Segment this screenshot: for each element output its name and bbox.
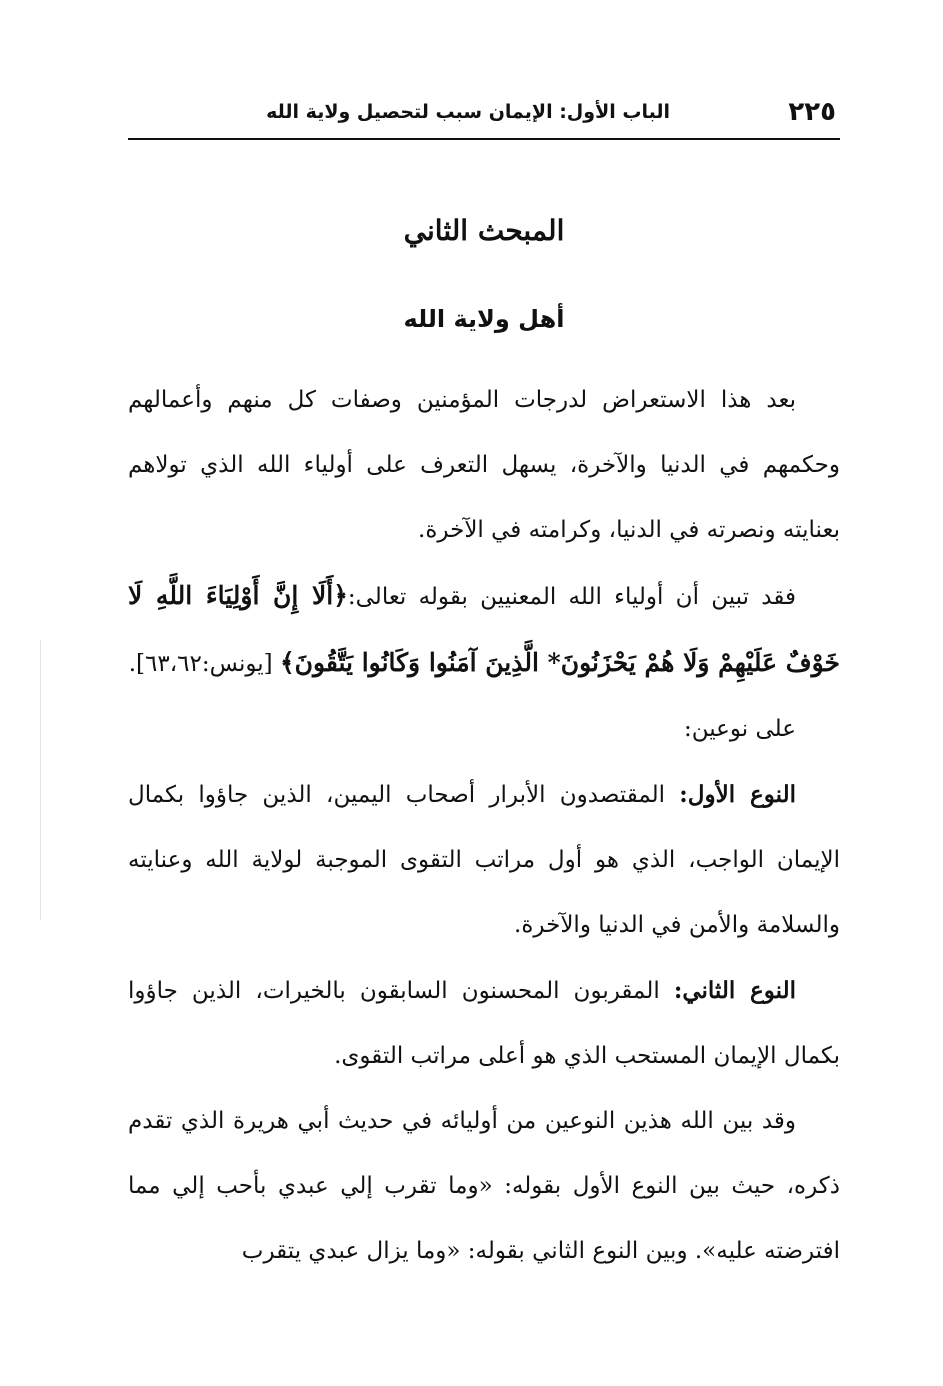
- quran-verse: ﴿أَلَا إِنَّ أَوْلِيَاءَ اللَّهِ لَا خَوْفٌ عَلَيْهِمْ وَلَا هُمْ يَحْزَنُونَ* الَّذِينَ آمَنُوا وَكَانُوا يَتَّقُونَ﴾: [128, 581, 840, 677]
- running-title: الباب الأول: الإيمان سبب لتحصيل ولاية الله: [266, 101, 670, 123]
- type-one-text: المقتصدون الأبرار أصحاب اليمين، الذين جاؤوا بكمال الإيمان الواجب، الذي هو أول مراتب التقوى الموجبة لولاية الله وعنايته والسلامة والأمن في الدنيا والآخرة.: [128, 782, 840, 938]
- paragraph-type-one: [128, 762, 840, 958]
- page-header: [128, 92, 840, 140]
- paragraph-two-types: على نوعين:: [683, 716, 796, 742]
- section-subtitle: أهل ولاية الله: [403, 305, 565, 333]
- paragraph-hadith: وقد بين الله هذين النوعين من أوليائه في حديث أبي هريرة الذي تقدم ذكره، حيث بين النوع الأول بقوله: «وما تقرب إلي عبدي بأحب إلي مما افترضته عليه». وبين النوع الثاني بقوله: «وما يزال عبدي يتقرب: [128, 1108, 840, 1264]
- section-title: المبحث الثاني: [403, 214, 565, 247]
- scan-artifact-line: [40, 640, 41, 920]
- type-two-term: النوع الثاني:: [673, 977, 797, 1004]
- paragraph-verse: [128, 563, 840, 697]
- body-text: [128, 368, 840, 1284]
- type-two-text: المقربون المحسنون السابقون بالخيرات، الذين جاؤوا بكمال الإيمان المستحب الذي هو أعلى مراتب التقوى.: [128, 978, 840, 1069]
- type-one-term: النوع الأول:: [679, 781, 796, 808]
- page-number: ٢٢٥: [788, 97, 836, 127]
- paragraph-intro: بعد هذا الاستعراض لدرجات المؤمنين وصفات كل منهم وأعمالهم وحكمهم في الدنيا والآخرة، يسهل التعرف على أولياء الله الذي تولاهم بعنايته ونصرته في الدنيا، وكرامته في الآخرة.: [128, 387, 840, 543]
- paragraph-type-two: [128, 958, 840, 1089]
- verse-intro: فقد تبين أن أولياء الله المعنيين بقوله تعالى:: [347, 584, 797, 610]
- verse-reference: [يونس:٦٣،٦٢].: [128, 651, 273, 677]
